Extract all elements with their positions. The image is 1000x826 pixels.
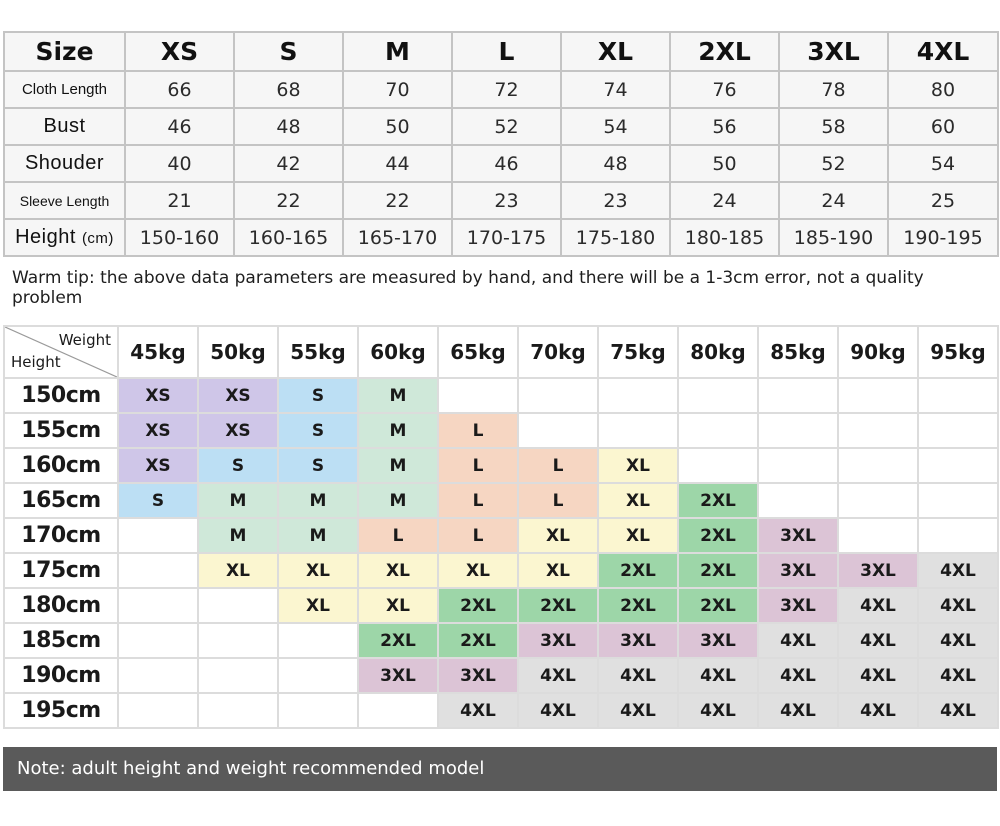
size-value-cell: 25 — [888, 182, 998, 219]
recommendation-row — [4, 483, 998, 518]
recommended-size-cell: 4XL — [918, 623, 998, 658]
recommendation-row — [4, 448, 998, 483]
recommended-size-cell: 3XL — [518, 623, 598, 658]
recommended-size-cell: M — [358, 448, 438, 483]
size-header-cell: XL — [561, 32, 670, 71]
size-value-cell: 54 — [561, 108, 670, 145]
size-value-cell: 52 — [779, 145, 888, 182]
note-bar — [3, 747, 997, 791]
height-label-cell: 150cm — [4, 378, 118, 413]
recommended-size-cell: 2XL — [598, 553, 678, 588]
recommended-size-cell — [598, 378, 678, 413]
recommendation-row — [4, 693, 998, 728]
weight-header-cell: 70kg — [518, 326, 598, 378]
recommended-size-cell — [198, 693, 278, 728]
size-row-label — [4, 108, 125, 145]
weight-header-cell: 45kg — [118, 326, 198, 378]
recommended-size-cell: 4XL — [758, 658, 838, 693]
recommended-size-cell: XL — [358, 588, 438, 623]
recommended-size-cell: 3XL — [838, 553, 918, 588]
height-label-cell: 180cm — [4, 588, 118, 623]
recommended-size-cell: XL — [358, 553, 438, 588]
size-row-label — [4, 182, 125, 219]
size-value-cell: 185-190 — [779, 219, 888, 256]
recommended-size-cell: 4XL — [838, 623, 918, 658]
height-label-cell: 160cm — [4, 448, 118, 483]
recommended-size-cell: XL — [598, 518, 678, 553]
recommended-size-cell: XL — [518, 553, 598, 588]
size-value-cell: 42 — [234, 145, 343, 182]
recommended-size-cell: XL — [598, 483, 678, 518]
size-value-cell: 40 — [125, 145, 234, 182]
recommended-size-cell: S — [278, 413, 358, 448]
size-header-label: Size — [4, 32, 125, 71]
size-recommendation-table — [3, 325, 999, 729]
recommended-size-cell: 3XL — [438, 658, 518, 693]
recommendation-header-row — [4, 326, 998, 378]
recommended-size-cell: 2XL — [438, 623, 518, 658]
height-label-cell: 165cm — [4, 483, 118, 518]
recommended-size-cell — [758, 378, 838, 413]
size-row-label-text: Sleeve Length — [19, 192, 110, 209]
recommended-size-cell — [278, 693, 358, 728]
recommended-size-cell — [918, 483, 998, 518]
recommended-size-cell — [758, 448, 838, 483]
height-label-cell: 190cm — [4, 658, 118, 693]
recommended-size-cell: 4XL — [918, 658, 998, 693]
size-value-cell: 44 — [343, 145, 452, 182]
recommended-size-cell: M — [358, 378, 438, 413]
recommended-size-cell — [918, 448, 998, 483]
recommended-size-cell — [758, 483, 838, 518]
size-value-cell: 68 — [234, 71, 343, 108]
recommendation-row — [4, 658, 998, 693]
size-row — [4, 182, 998, 219]
weight-header-cell: 75kg — [598, 326, 678, 378]
size-value-cell: 58 — [779, 108, 888, 145]
size-header-cell: 3XL — [779, 32, 888, 71]
size-value-cell: 21 — [125, 182, 234, 219]
size-value-cell: 24 — [670, 182, 779, 219]
recommended-size-cell — [918, 378, 998, 413]
size-value-cell: 23 — [452, 182, 561, 219]
recommended-size-cell — [118, 518, 198, 553]
size-header-cell: 2XL — [670, 32, 779, 71]
recommended-size-cell: M — [278, 483, 358, 518]
recommended-size-cell — [198, 658, 278, 693]
height-label-cell: 195cm — [4, 693, 118, 728]
recommended-size-cell: 4XL — [918, 553, 998, 588]
recommended-size-cell: 4XL — [598, 693, 678, 728]
recommended-size-cell — [758, 413, 838, 448]
recommended-size-cell: M — [198, 518, 278, 553]
recommended-size-cell — [198, 588, 278, 623]
size-value-cell: 190-195 — [888, 219, 998, 256]
recommended-size-cell — [278, 658, 358, 693]
recommendation-row — [4, 413, 998, 448]
recommended-size-cell: 4XL — [678, 658, 758, 693]
size-value-cell: 180-185 — [670, 219, 779, 256]
weight-header-cell: 55kg — [278, 326, 358, 378]
corner-cell — [4, 326, 118, 378]
recommended-size-cell: 4XL — [838, 693, 918, 728]
size-row-unit: (cm) — [81, 230, 114, 247]
weight-header-cell: 60kg — [358, 326, 438, 378]
recommended-size-cell: 4XL — [918, 588, 998, 623]
recommended-size-cell: L — [438, 448, 518, 483]
size-value-cell: 165-170 — [343, 219, 452, 256]
recommended-size-cell — [438, 378, 518, 413]
weight-header-cell: 90kg — [838, 326, 918, 378]
recommended-size-cell: 3XL — [358, 658, 438, 693]
size-value-cell: 48 — [561, 145, 670, 182]
recommended-size-cell — [918, 518, 998, 553]
recommended-size-cell: 4XL — [758, 693, 838, 728]
recommended-size-cell: XS — [118, 448, 198, 483]
recommended-size-cell — [838, 378, 918, 413]
size-value-cell: 60 — [888, 108, 998, 145]
recommended-size-cell: 3XL — [598, 623, 678, 658]
weight-header-cell: 65kg — [438, 326, 518, 378]
recommended-size-cell — [358, 693, 438, 728]
recommended-size-cell — [118, 588, 198, 623]
size-row — [4, 108, 998, 145]
size-value-cell: 78 — [779, 71, 888, 108]
size-row-label-text: Shouder — [24, 152, 105, 174]
recommended-size-cell — [118, 658, 198, 693]
recommended-size-cell: M — [358, 483, 438, 518]
size-value-cell: 48 — [234, 108, 343, 145]
size-row — [4, 71, 998, 108]
size-value-cell: 46 — [452, 145, 561, 182]
size-value-cell: 150-160 — [125, 219, 234, 256]
size-header-row — [4, 32, 998, 71]
recommended-size-cell — [518, 413, 598, 448]
size-header-cell: L — [452, 32, 561, 71]
size-row-label-text: Cloth Length — [21, 81, 108, 98]
warm-tip: Warm tip: the above data parameters are measured by hand, and there will be a 1-3cm error, not a quality problem — [12, 268, 924, 308]
recommended-size-cell: 4XL — [918, 693, 998, 728]
recommended-size-cell: L — [358, 518, 438, 553]
size-measurement-table — [3, 31, 999, 257]
recommended-size-cell: 3XL — [678, 623, 758, 658]
recommended-size-cell — [918, 413, 998, 448]
recommended-size-cell: 4XL — [838, 588, 918, 623]
recommended-size-cell: 4XL — [678, 693, 758, 728]
recommended-size-cell: 4XL — [838, 658, 918, 693]
recommended-size-cell: 2XL — [358, 623, 438, 658]
recommended-size-cell: XS — [118, 378, 198, 413]
recommended-size-cell: XL — [518, 518, 598, 553]
weight-header-cell: 50kg — [198, 326, 278, 378]
weight-header-cell: 80kg — [678, 326, 758, 378]
recommendation-row — [4, 623, 998, 658]
recommended-size-cell: S — [118, 483, 198, 518]
size-row-label-text: Bust — [43, 115, 86, 137]
height-label-cell: 155cm — [4, 413, 118, 448]
weight-header-cell: 95kg — [918, 326, 998, 378]
recommended-size-cell: L — [518, 448, 598, 483]
recommended-size-cell: 2XL — [678, 483, 758, 518]
recommended-size-cell: 2XL — [678, 553, 758, 588]
recommended-size-cell: XL — [278, 588, 358, 623]
recommended-size-cell — [678, 378, 758, 413]
size-value-cell: 70 — [343, 71, 452, 108]
recommended-size-cell: 2XL — [598, 588, 678, 623]
size-header-cell: XS — [125, 32, 234, 71]
recommended-size-cell: L — [438, 483, 518, 518]
size-value-cell: 160-165 — [234, 219, 343, 256]
recommended-size-cell: L — [518, 483, 598, 518]
recommended-size-cell — [838, 518, 918, 553]
size-row-label — [4, 71, 125, 108]
size-value-cell: 76 — [670, 71, 779, 108]
recommended-size-cell — [118, 693, 198, 728]
recommended-size-cell: XL — [198, 553, 278, 588]
recommended-size-cell: S — [278, 448, 358, 483]
size-row — [4, 145, 998, 182]
recommended-size-cell — [118, 623, 198, 658]
size-row-label — [4, 219, 125, 256]
recommended-size-cell: 4XL — [518, 693, 598, 728]
height-label-cell: 185cm — [4, 623, 118, 658]
size-value-cell: 22 — [343, 182, 452, 219]
recommended-size-cell: M — [358, 413, 438, 448]
recommended-size-cell: 3XL — [758, 518, 838, 553]
size-value-cell: 66 — [125, 71, 234, 108]
note-text: Note: adult height and weight recommended model — [17, 758, 485, 779]
size-value-cell: 56 — [670, 108, 779, 145]
recommended-size-cell — [598, 413, 678, 448]
recommended-size-cell: 2XL — [678, 518, 758, 553]
recommended-size-cell: 2XL — [678, 588, 758, 623]
size-value-cell: 52 — [452, 108, 561, 145]
recommended-size-cell: S — [198, 448, 278, 483]
size-value-cell: 170-175 — [452, 219, 561, 256]
recommended-size-cell: S — [278, 378, 358, 413]
recommended-size-cell: L — [438, 518, 518, 553]
size-value-cell: 46 — [125, 108, 234, 145]
recommended-size-cell: 4XL — [598, 658, 678, 693]
recommended-size-cell: XL — [598, 448, 678, 483]
size-row-label — [4, 145, 125, 182]
height-label-cell: 175cm — [4, 553, 118, 588]
size-value-cell: 24 — [779, 182, 888, 219]
recommended-size-cell: 2XL — [438, 588, 518, 623]
recommended-size-cell: 3XL — [758, 588, 838, 623]
size-header-cell: M — [343, 32, 452, 71]
recommended-size-cell: M — [278, 518, 358, 553]
recommended-size-cell — [278, 623, 358, 658]
height-label-cell: 170cm — [4, 518, 118, 553]
size-value-cell: 80 — [888, 71, 998, 108]
recommended-size-cell — [118, 553, 198, 588]
size-header-cell: 4XL — [888, 32, 998, 71]
recommended-size-cell — [838, 413, 918, 448]
size-value-cell: 23 — [561, 182, 670, 219]
weight-axis-label: Weight — [58, 331, 111, 349]
recommended-size-cell: XS — [198, 378, 278, 413]
recommended-size-cell: XS — [118, 413, 198, 448]
size-value-cell: 22 — [234, 182, 343, 219]
recommended-size-cell: 4XL — [518, 658, 598, 693]
recommendation-row — [4, 588, 998, 623]
recommended-size-cell: 4XL — [758, 623, 838, 658]
height-axis-label: Height — [11, 353, 61, 371]
recommendation-row — [4, 518, 998, 553]
recommended-size-cell: XL — [278, 553, 358, 588]
size-value-cell: 74 — [561, 71, 670, 108]
recommended-size-cell — [518, 378, 598, 413]
size-row — [4, 219, 998, 256]
recommended-size-cell — [198, 623, 278, 658]
recommended-size-cell — [678, 413, 758, 448]
recommended-size-cell: L — [438, 413, 518, 448]
size-value-cell: 175-180 — [561, 219, 670, 256]
size-value-cell: 50 — [670, 145, 779, 182]
size-value-cell: 50 — [343, 108, 452, 145]
recommended-size-cell: 2XL — [518, 588, 598, 623]
recommended-size-cell — [838, 483, 918, 518]
weight-header-cell: 85kg — [758, 326, 838, 378]
recommended-size-cell: 4XL — [438, 693, 518, 728]
size-value-cell: 72 — [452, 71, 561, 108]
size-row-label-text: Height — [15, 226, 76, 248]
recommendation-row — [4, 378, 998, 413]
recommended-size-cell — [838, 448, 918, 483]
recommendation-row — [4, 553, 998, 588]
recommended-size-cell: M — [198, 483, 278, 518]
recommended-size-cell: 3XL — [758, 553, 838, 588]
recommended-size-cell: XL — [438, 553, 518, 588]
size-header-cell: S — [234, 32, 343, 71]
recommended-size-cell — [678, 448, 758, 483]
size-value-cell: 54 — [888, 145, 998, 182]
recommended-size-cell: XS — [198, 413, 278, 448]
